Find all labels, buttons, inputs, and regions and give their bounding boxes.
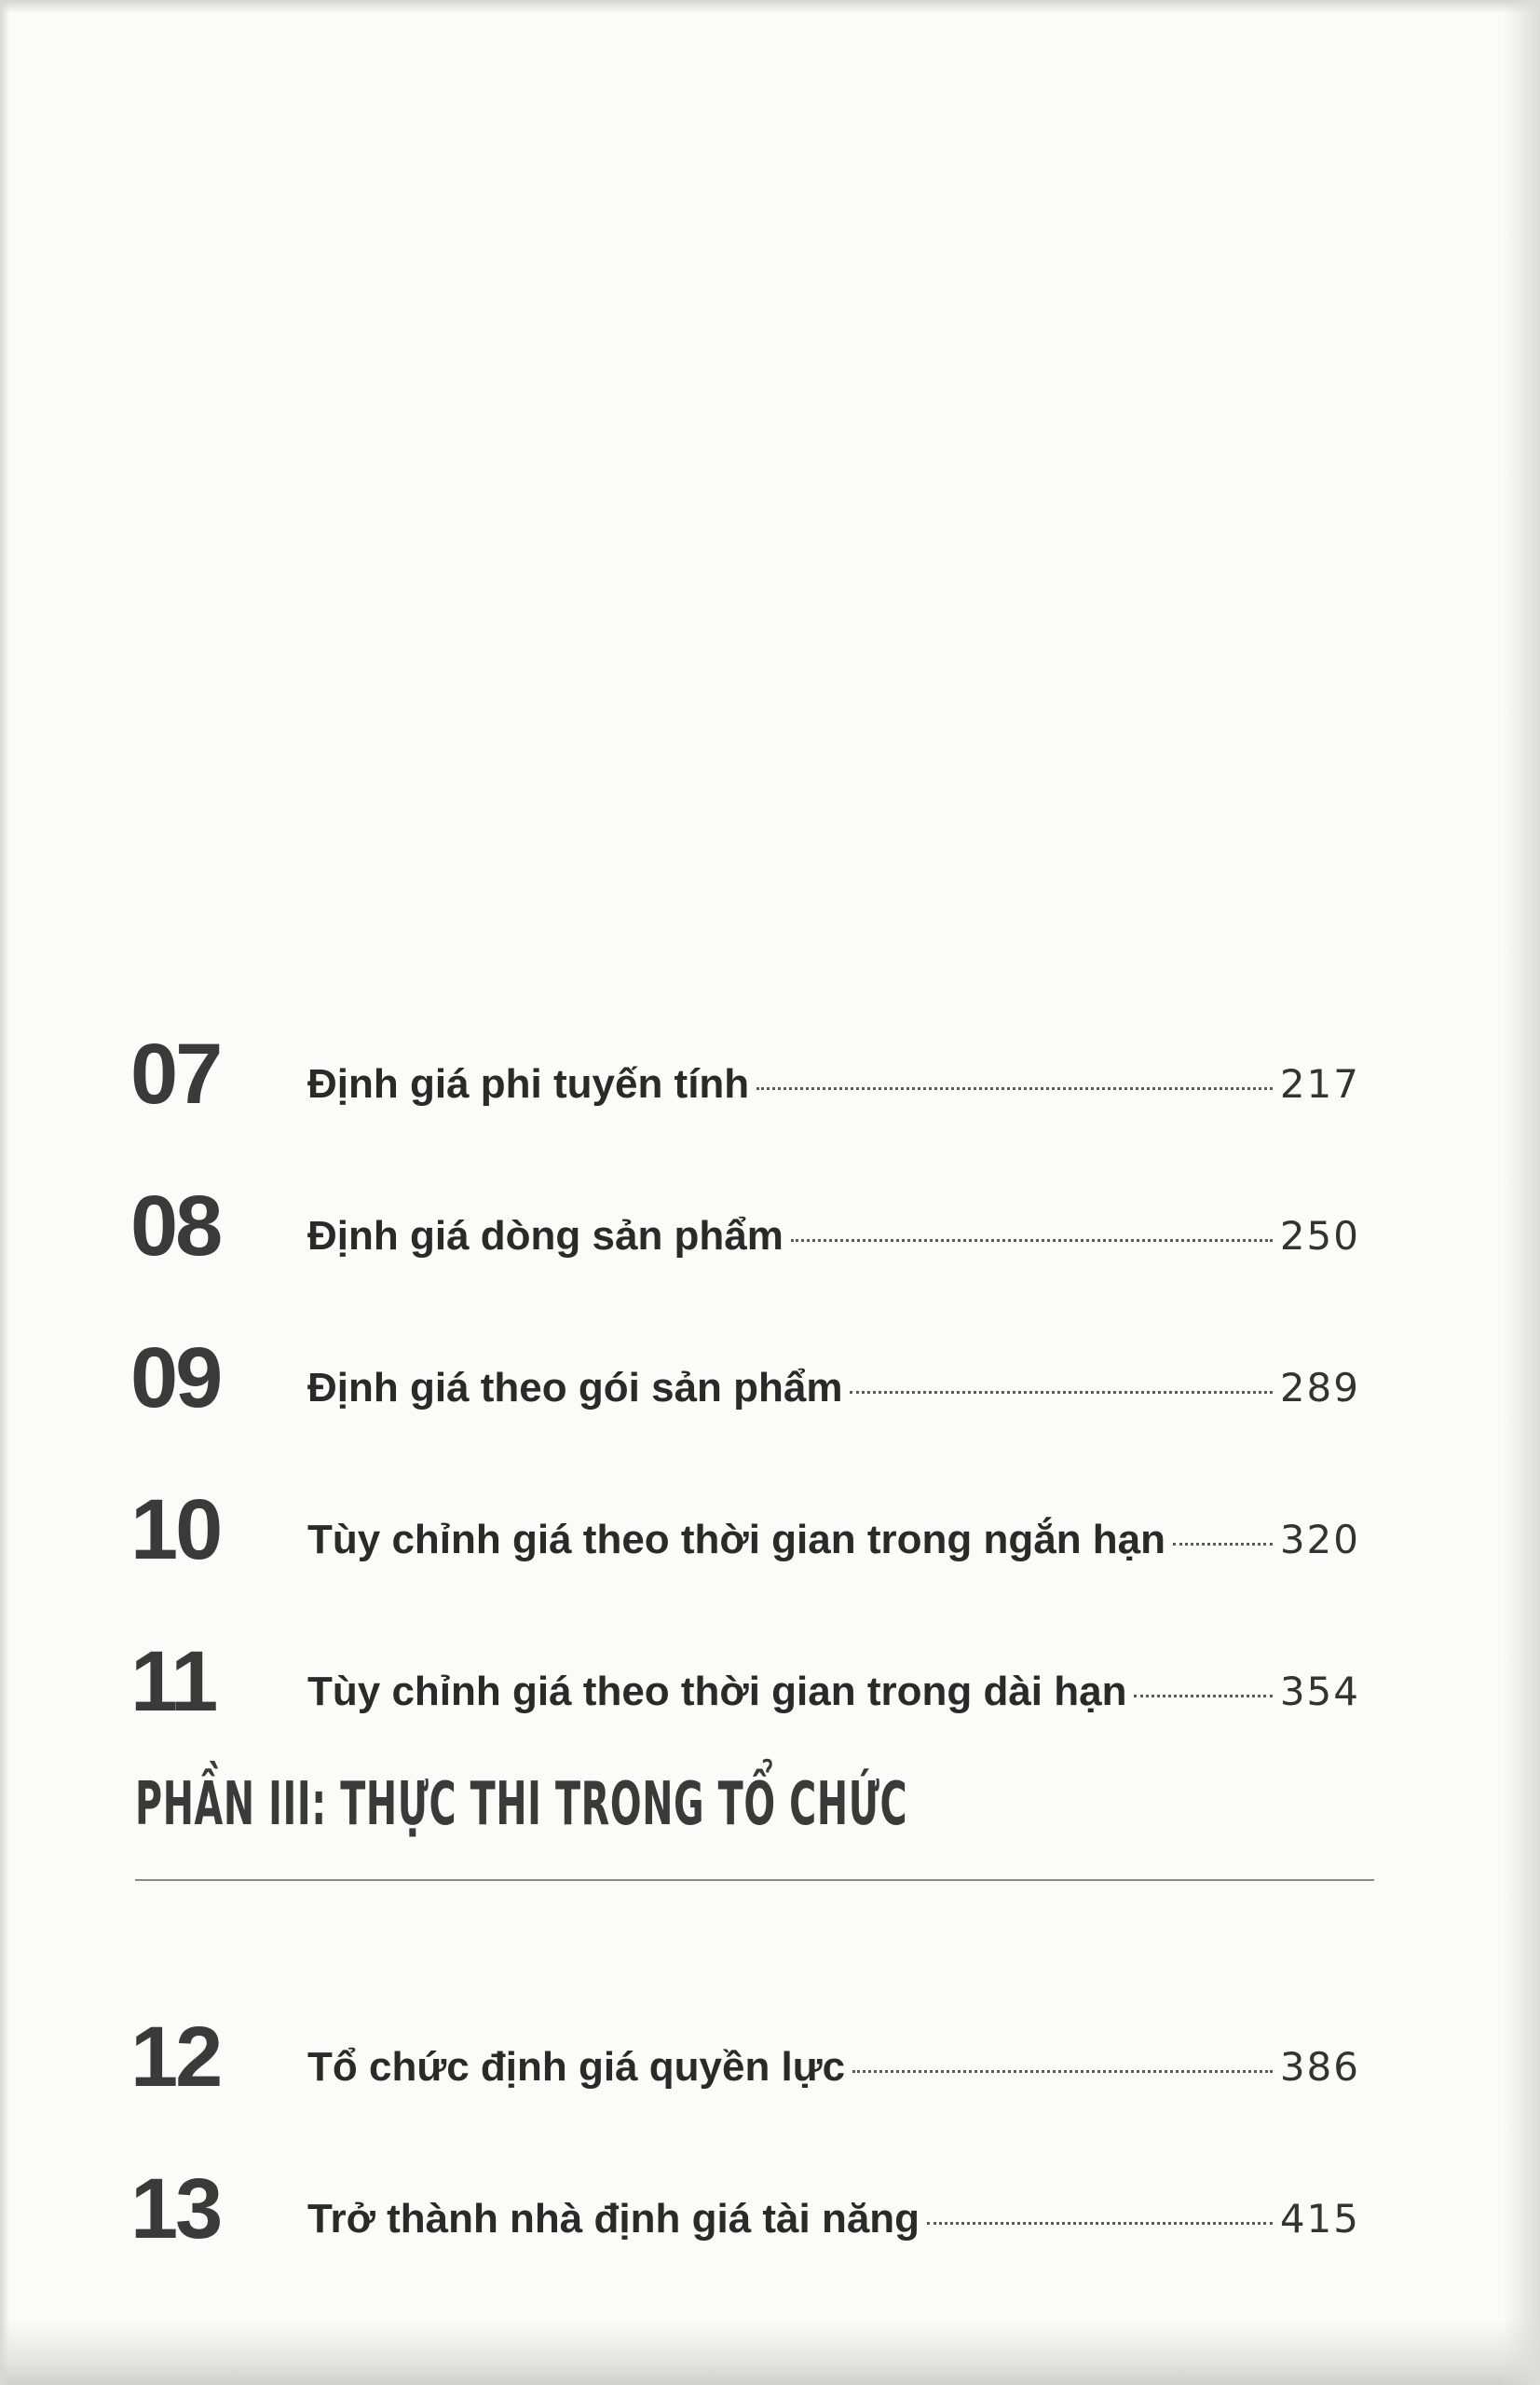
chapter-title: Định giá theo gói sản phẩm [307,1365,843,1411]
chapter-number: 13 [130,2161,221,2256]
page-number: 289 [1279,1365,1360,1411]
toc-entry[interactable] [130,1952,1360,2104]
section-title: PHẦN III: THỰC THI TRONG TỔ CHỨC [135,1770,908,1839]
toc-list-lower [130,1952,1360,2256]
toc-list-upper [130,969,1360,1728]
chapter-number: 10 [130,1482,221,1577]
page-number: 320 [1279,1517,1360,1562]
chapter-title: Định giá phi tuyến tính [307,1061,750,1107]
chapter-title: Tổ chức định giá quyền lực [307,2044,846,2090]
chapter-number: 08 [130,1179,221,1274]
chapter-title: Định giá dòng sản phẩm [307,1213,784,1259]
toc-entry[interactable] [130,969,1360,1121]
dot-leader [927,2222,1273,2225]
page-edge-top [0,0,1540,13]
toc-entry[interactable] [130,1424,1360,1576]
page-number: 415 [1279,2196,1360,2242]
page-number: 386 [1279,2044,1360,2090]
dot-leader [1134,1695,1272,1697]
dot-leader [756,1087,1273,1090]
toc-entry[interactable] [130,1576,1360,1728]
chapter-title: Trở thành nhà định giá tài năng [307,2196,920,2242]
chapter-title: Tùy chỉnh giá theo thời gian trong ngắn hạn [307,1517,1166,1562]
dot-leader [850,1391,1272,1394]
toc-entry-body [307,2044,1360,2104]
section-divider [135,1879,1374,1881]
dot-leader [852,2070,1273,2073]
toc-entry-body [307,1669,1360,1728]
page-number: 250 [1279,1213,1360,1259]
chapter-number: 09 [130,1330,221,1425]
toc-entry[interactable] [130,2104,1360,2256]
dot-leader [791,1239,1273,1242]
page-edge-bottom [0,2320,1540,2385]
toc-entry[interactable] [130,1273,1360,1424]
section-header [135,1770,1374,1881]
chapter-number: 07 [130,1027,221,1122]
toc-entry-body [307,1061,1360,1121]
toc-entry[interactable] [130,1121,1360,1273]
toc-entry-body [307,1365,1360,1424]
page-number: 354 [1279,1669,1360,1714]
chapter-number: 11 [130,1634,216,1729]
page-edge-right [1503,0,1540,2385]
toc-entry-body [307,1213,1360,1273]
page-edge-left [0,0,9,2385]
chapter-title: Tùy chỉnh giá theo thời gian trong dài hạn [307,1669,1127,1714]
toc-entry-body [307,2196,1360,2256]
dot-leader [1173,1543,1273,1546]
chapter-number: 12 [130,2010,221,2105]
page-number: 217 [1279,1061,1360,1107]
toc-entry-body [307,1517,1360,1576]
